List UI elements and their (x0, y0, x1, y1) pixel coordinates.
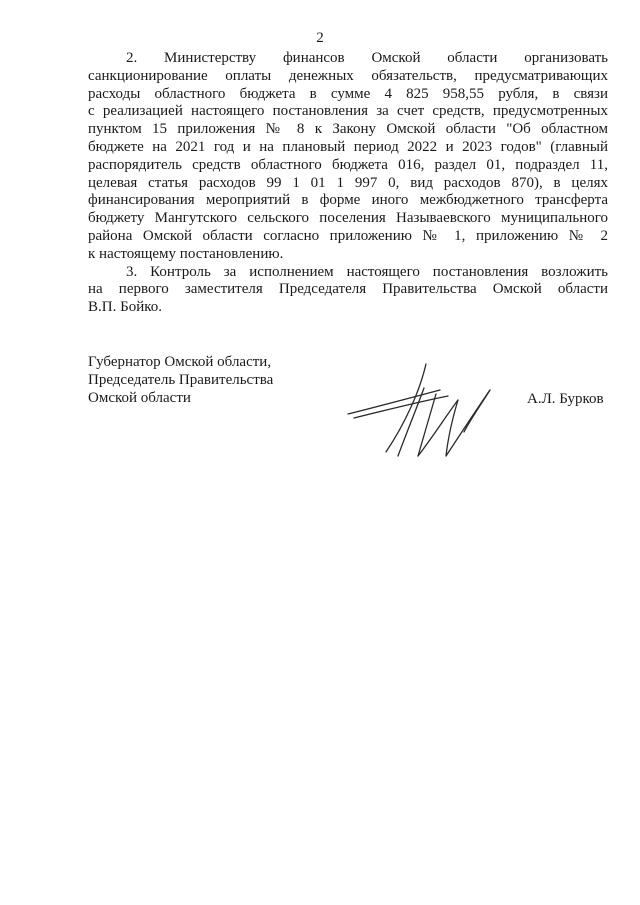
paragraph-2-line: распорядитель средств областного бюджета 016, раздел 01, подраздел 11, (88, 156, 608, 173)
signatory-title-line: Председатель Правительства (88, 371, 274, 388)
paragraph-2-line: к настоящему постановлению. (88, 245, 284, 262)
paragraph-2-line: целевая статья расходов 99 1 01 1 997 0, вид расходов 870), в целях (88, 174, 608, 191)
paragraph-2-line: расходы областного бюджета в сумме 4 825 958,55 рубля, в связи (88, 85, 608, 102)
signatory-title-line: Омской области (88, 389, 191, 406)
signer-name: А.Л. Бурков (527, 391, 604, 407)
paragraph-2-line: финансирования мероприятий в форме иного межбюджетного трансферта (88, 192, 608, 209)
signatory-title (88, 354, 273, 407)
document-body (88, 50, 608, 317)
paragraph-2-line: бюджету Мангутского сельского поселения Называевского муниципального (88, 210, 608, 227)
handwritten-signature (340, 360, 510, 460)
paragraph-2-line: района Омской области согласно приложению № 1, приложению № 2 (88, 227, 608, 244)
paragraph-3-line: В.П. Бойко. (88, 299, 163, 316)
page-number: 2 (316, 30, 324, 46)
paragraph-2-line: с реализацией настоящего постановления за счет средств, предусмотренных (88, 103, 608, 120)
paragraph-3-line: на первого заместителя Председателя Правительства Омской области (88, 281, 608, 298)
signatory-title-line: Губернатор Омской области, (88, 354, 272, 370)
paragraph-2-line: санкционирование оплаты денежных обязательств, предусматривающих (88, 67, 608, 84)
paragraph-2-line: пунктом 15 приложения № 8 к Закону Омской области "Об областном (88, 121, 608, 138)
paragraph-3-line: 3. Контроль за исполнением настоящего постановления возложить (126, 263, 608, 280)
paragraph-2-line: бюджете на 2021 год и на плановый период 2022 и 2023 годов" (главный (88, 138, 608, 155)
paragraph-2-line: 2. Министерству финансов Омской области организовать (126, 50, 608, 66)
